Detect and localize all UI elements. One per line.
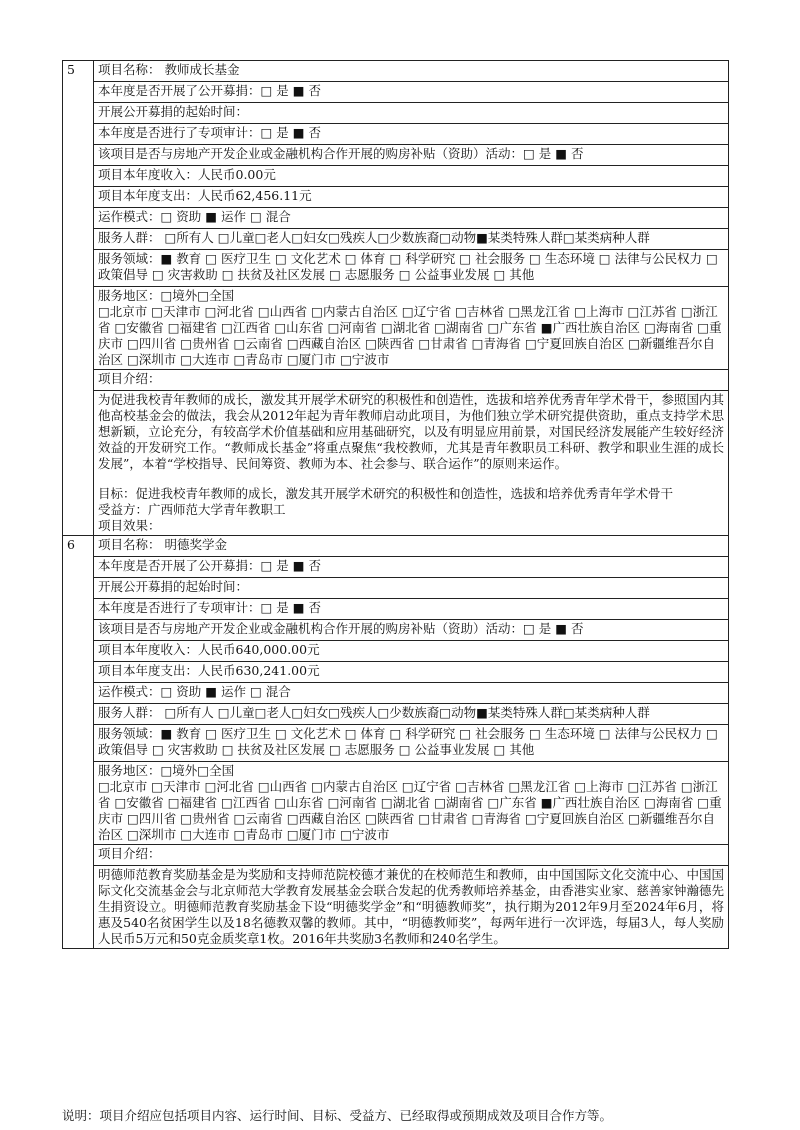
region-line-1: 服务地区：□境外□全国 [98, 288, 235, 303]
service-fields: 服务领域：■ 教育 □ 医疗卫生 □ 文化艺术 □ 体育 □ 科学研究 □ 社会服务 □ 生态环境 □ 法律与公民权力 □ 政策倡导 □ 灾害救助 □ 扶贫及社区发展 □ 志愿服务 □ 公益事业发展 □ 其他 [94, 250, 729, 287]
special-audit: 本年度是否进行了专项审计：□ 是 ■ 否 [94, 124, 729, 145]
intro-label: 项目介绍： [94, 845, 729, 866]
intro-paragraph: 明德师范教育奖励基金是为奖励和支持师范院校德才兼优的在校师范生和教师，由中国国际文化交流中心、中国国际文化交流基金会与北京师范大学教育发展基金会联合发起的优秀教师培养基金，由香港实业家、慈善家钟瀚德先生捐资设立。明德师范教育奖励基金下设“明德奖学金”和“明德教师奖”，执行期为2012年9月至2024年6月，将惠及540名贫困学生以及18名德教双馨的教师。其中，“明德教师奖”，每两年进行一次评选，每届3人，每人奖励人民币5万元和50克金质奖章1枚。2016年共奖励3名教师和240名学生。 [98, 867, 724, 946]
project-name: 项目名称： 教师成长基金 [94, 61, 729, 82]
intro-label: 项目介绍： [94, 370, 729, 391]
income: 项目本年度收入：人民币640,000.00元 [94, 641, 729, 662]
service-region [94, 287, 729, 370]
fundraising-start: 开展公开募捐的起始时间： [94, 103, 729, 124]
operation-mode: 运作模式：□ 资助 ■ 运作 □ 混合 [94, 683, 729, 704]
project-row [63, 536, 729, 557]
document-page [62, 60, 729, 949]
operation-mode: 运作模式：□ 资助 ■ 运作 □ 混合 [94, 208, 729, 229]
public-fundraising: 本年度是否开展了公开募捐：□ 是 ■ 否 [94, 557, 729, 578]
service-region [94, 762, 729, 845]
project-table [62, 60, 729, 949]
intro-beneficiary: 受益方：广西师范大学青年教职工 [98, 502, 286, 517]
project-intro [94, 866, 729, 949]
footnote: 说明：项目介绍应包括项目内容、运行时间、目标、受益方、已经取得或预期成效及项目合作方等。 [62, 1108, 613, 1123]
expense: 项目本年度支出：人民币630,241.00元 [94, 662, 729, 683]
region-line-2: □北京市 □天津市 □河北省 □山西省 □内蒙古自治区 □辽宁省 □吉林省 □黑龙江省 □上海市 □江苏省 □浙江省 □安徽省 □福建省 □江西省 □山东省 □河南省 □湖北省 □湖南省 □广东省 ■广西壮族自治区 □海南省 □重庆市 □四川省 □贵州省 □云南省 □西藏自治区 □陕西省 □甘肃省 □青海省 □宁夏回族自治区 □新疆维吾尔自治区 □深圳市 □大连市 □青岛市 □厦门市 □宁波市 [98, 304, 722, 367]
intro-effect: 项目效果： [98, 518, 161, 533]
project-name: 项目名称： 明德奖学金 [94, 536, 729, 557]
income: 项目本年度收入：人民币0.00元 [94, 166, 729, 187]
region-line-2: □北京市 □天津市 □河北省 □山西省 □内蒙古自治区 □辽宁省 □吉林省 □黑龙江省 □上海市 □江苏省 □浙江省 □安徽省 □福建省 □江西省 □山东省 □河南省 □湖北省 □湖南省 □广东省 ■广西壮族自治区 □海南省 □重庆市 □四川省 □贵州省 □云南省 □西藏自治区 □陕西省 □甘肃省 □青海省 □宁夏回族自治区 □新疆维吾尔自治区 □深圳市 □大连市 □青岛市 □厦门市 □宁波市 [98, 779, 722, 842]
expense: 项目本年度支出：人民币62,456.11元 [94, 187, 729, 208]
project-intro [94, 391, 729, 536]
project-row [63, 61, 729, 82]
service-groups: 服务人群： □所有人 □儿童□老人□妇女□残疾人□少数族裔□动物■某类特殊人群□某类病种人群 [94, 704, 729, 725]
intro-paragraph: 为促进我校青年教师的成长，激发其开展学术研究的积极性和创造性，选拔和培养优秀青年学术骨干，参照国内其他高校基金会的做法，我会从2012年起为青年教师启动此项目，为他们独立学术研究提供资助，重点支持学术思想新颖，立论充分，有较高学术价值基础和应用基础研究，以及有明显应用前景，对国民经济发展能产生较好经济效益的开发研究工作。“教师成长基金”将重点聚焦“我校教师，尤其是青年教职员工科研、教学和职业生涯的成长发展”，本着“学校指导、民间筹资、教师为本、社会参与、联合运作”的原则来运作。 [98, 392, 724, 471]
housing-subsidy: 该项目是否与房地产开发企业或金融机构合作开展的购房补贴（资助）活动：□ 是 ■ 否 [94, 145, 729, 166]
intro-goal: 目标：促进我校青年教师的成长，激发其开展学术研究的积极性和创造性，选拔和培养优秀青年学术骨干 [98, 486, 674, 501]
housing-subsidy: 该项目是否与房地产开发企业或金融机构合作开展的购房补贴（资助）活动：□ 是 ■ 否 [94, 620, 729, 641]
fundraising-start: 开展公开募捐的起始时间： [94, 578, 729, 599]
project-index: 6 [63, 536, 94, 949]
public-fundraising: 本年度是否开展了公开募捐：□ 是 ■ 否 [94, 82, 729, 103]
project-index: 5 [63, 61, 94, 536]
region-line-1: 服务地区：□境外□全国 [98, 763, 235, 778]
special-audit: 本年度是否进行了专项审计：□ 是 ■ 否 [94, 599, 729, 620]
service-fields: 服务领域：■ 教育 □ 医疗卫生 □ 文化艺术 □ 体育 □ 科学研究 □ 社会服务 □ 生态环境 □ 法律与公民权力 □ 政策倡导 □ 灾害救助 □ 扶贫及社区发展 □ 志愿服务 □ 公益事业发展 □ 其他 [94, 725, 729, 762]
service-groups: 服务人群： □所有人 □儿童□老人□妇女□残疾人□少数族裔□动物■某类特殊人群□某类病种人群 [94, 229, 729, 250]
